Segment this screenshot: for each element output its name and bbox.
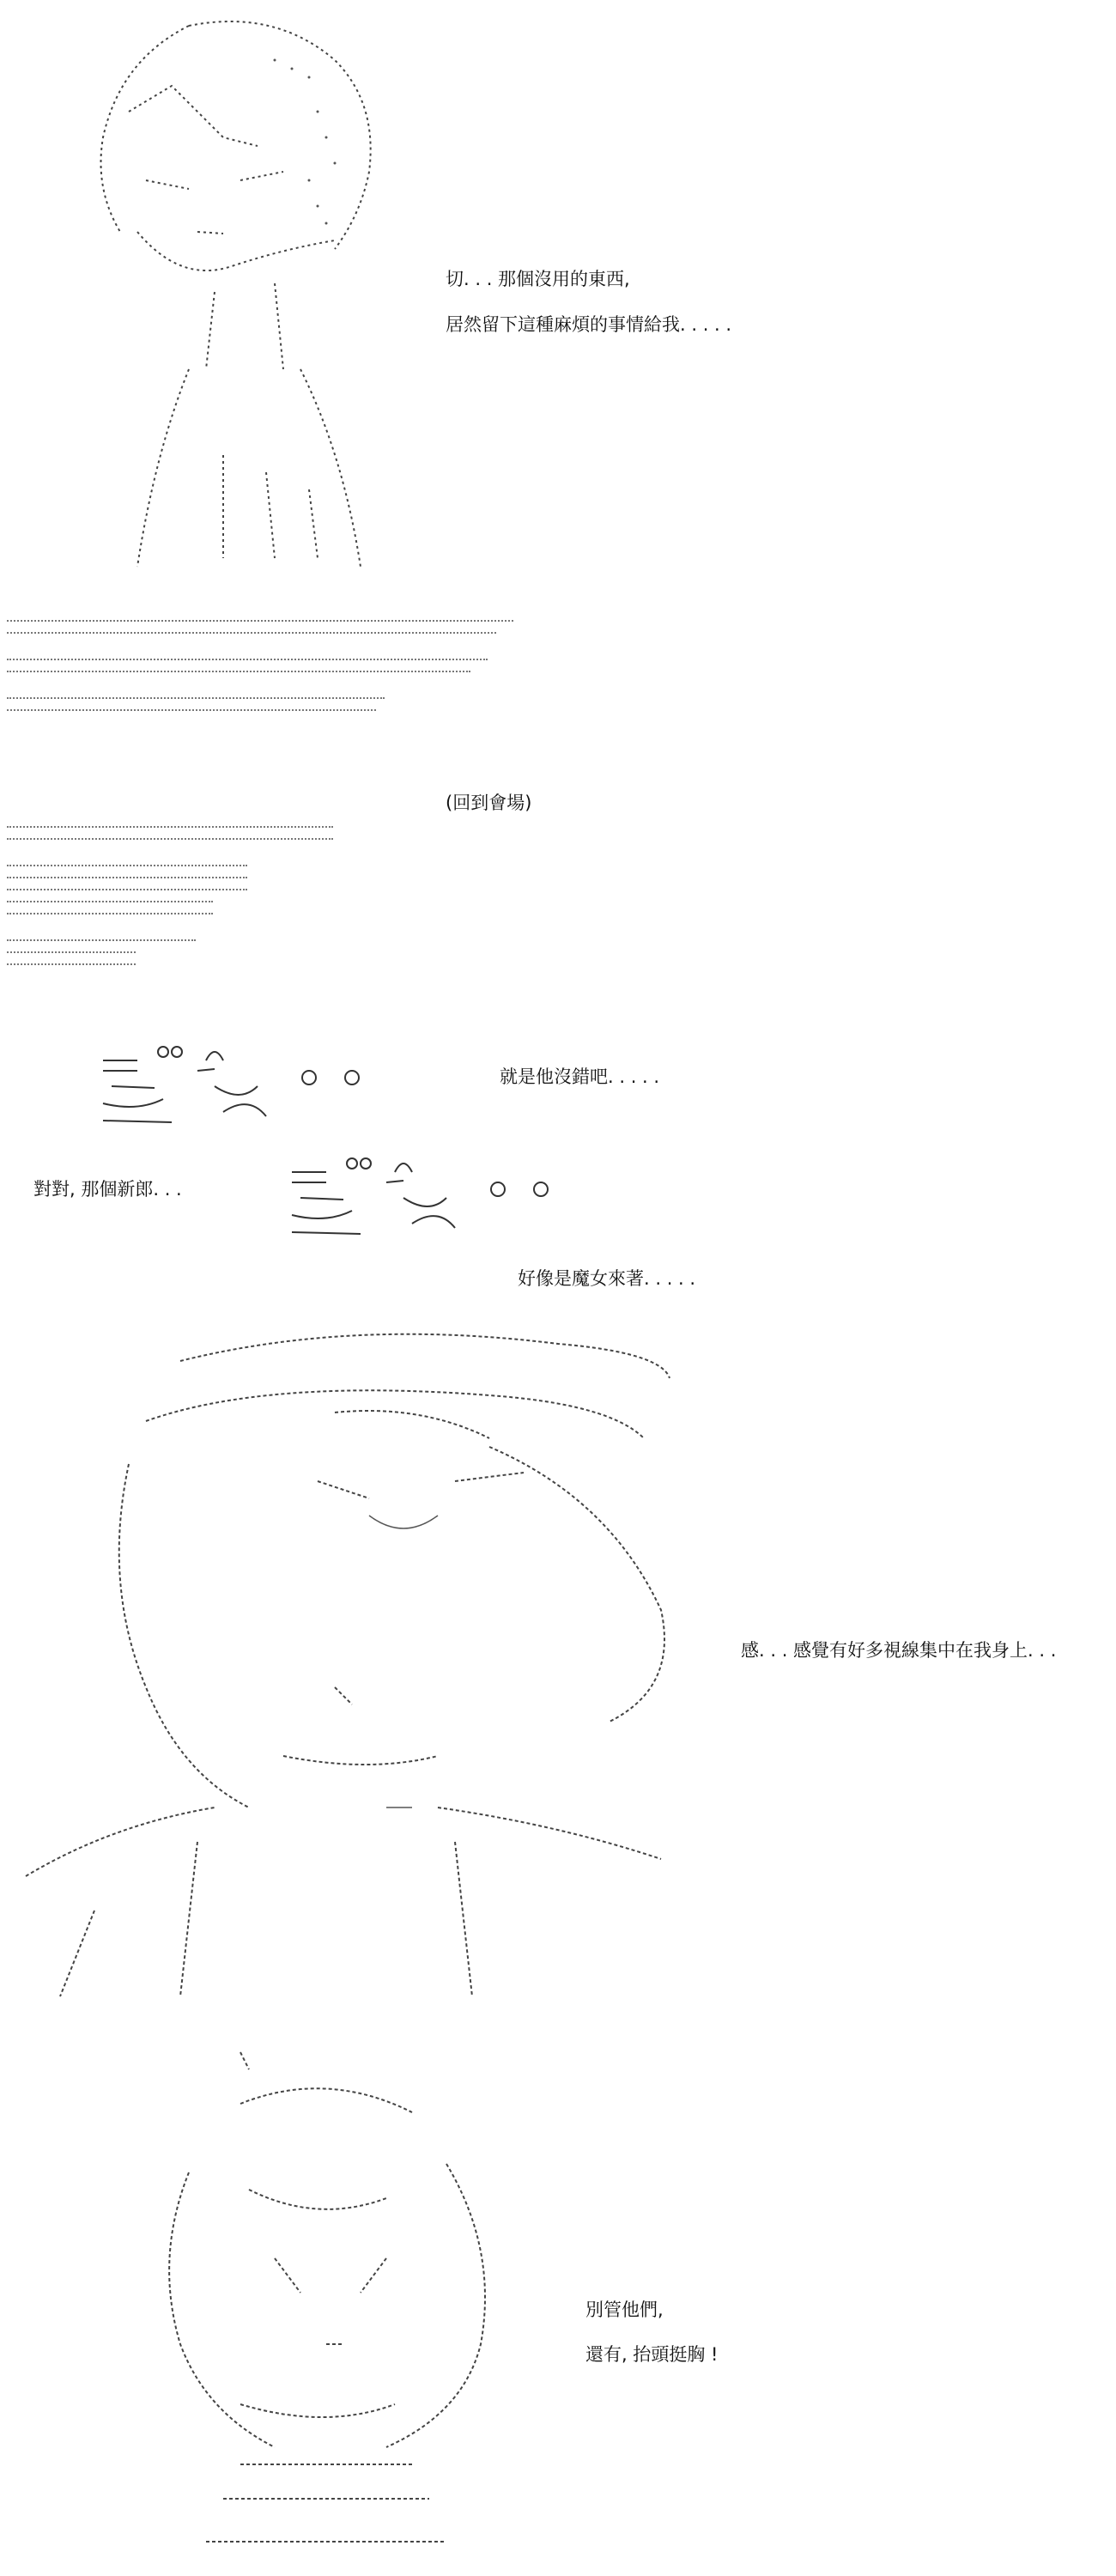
dialogue-line-7: 別管他們, xyxy=(585,2300,664,2320)
dotted-separator xyxy=(7,826,522,975)
dialogue-line-6: 感. . . 感覺有好多視線集中在我身上. . . xyxy=(741,1640,1057,1661)
dialogue-line-3: 就是他沒錯吧. . . . . xyxy=(500,1066,660,1087)
scene-title: (回到會場) xyxy=(446,793,532,813)
ascii-art-whispering-faces xyxy=(275,1155,584,1267)
ascii-art-girl-bride-flustered xyxy=(9,1327,721,2014)
ascii-art-girl-portrait xyxy=(52,9,412,575)
dialogue-line-4: 對對, 那個新郎. . . xyxy=(33,1179,182,1200)
dialogue-line-8: 還有, 抬頭挺胸 ! xyxy=(585,2344,719,2365)
dotted-separator xyxy=(7,620,522,721)
ascii-art-girl-closeup xyxy=(103,2035,549,2567)
dialogue-line-1: 切. . . 那個沒用的東西, xyxy=(446,269,630,289)
ascii-art-whispering-faces xyxy=(86,1043,395,1155)
dialogue-line-5: 好像是魔女來著. . . . . xyxy=(518,1268,696,1289)
dialogue-line-2: 居然留下這種麻煩的事情給我. . . . . xyxy=(446,314,732,335)
